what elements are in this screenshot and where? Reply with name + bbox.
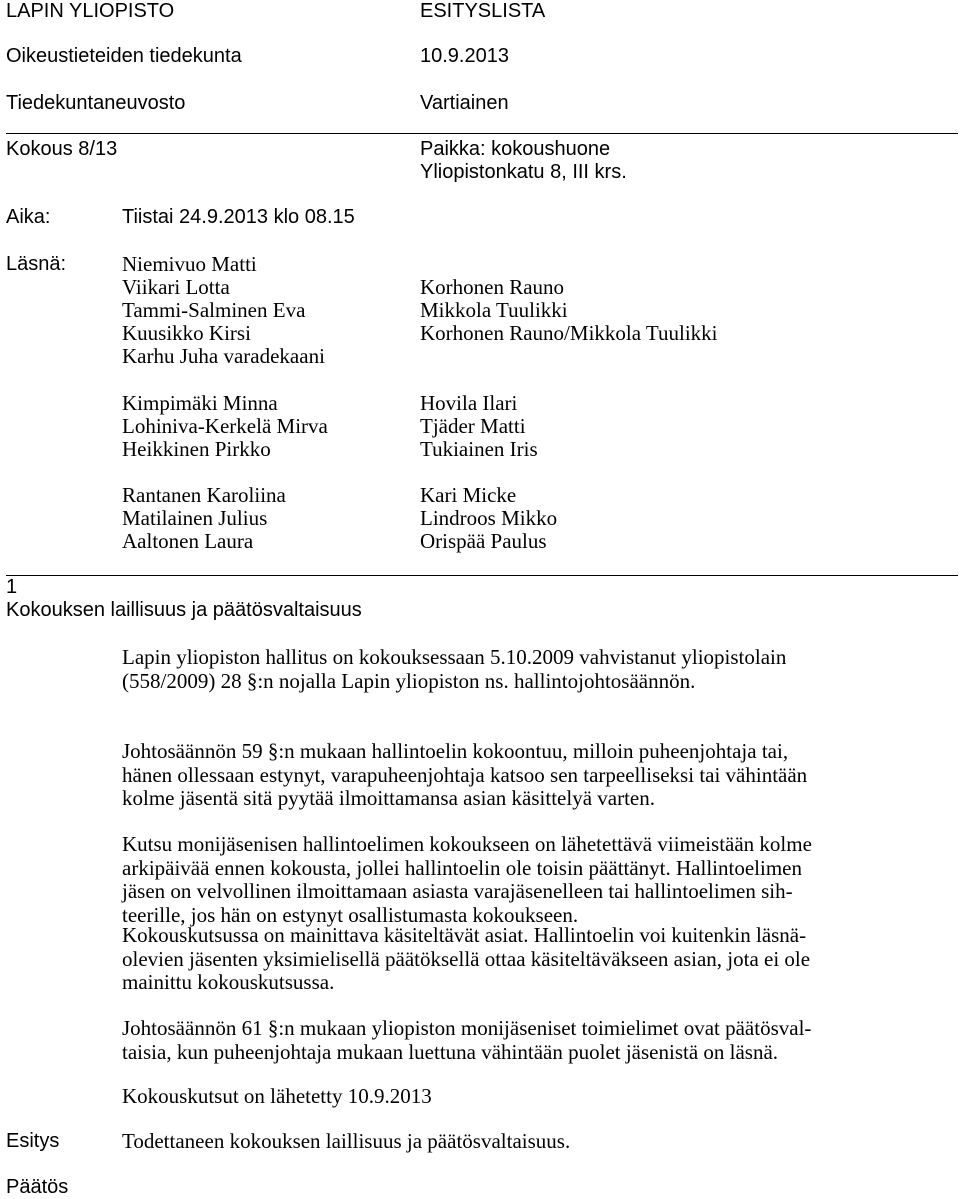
time-value: Tiistai 24.9.2013 klo 08.15 [122, 206, 355, 228]
item-paragraph: Johtosäännön 61 §:n mukaan yliopiston monijäseniset toimielimet ovat päätösval- taisia, kun puheenjohtaja mukaan luettuna vähintään puolet jäsenistä on läsnä. [122, 1016, 812, 1064]
item-paragraph: Lapin yliopiston hallitus on kokouksessaan 5.10.2009 vahvistanut yliopistolain (558/2009) 28 §:n nojalla Lapin yliopiston ns. hallintojohtosäännön. [122, 645, 787, 693]
member-left: Viikari Lotta [122, 275, 230, 299]
member-left: Kuusikko Kirsi [122, 321, 251, 345]
proposal-label: Esitys [6, 1130, 60, 1152]
member-right: Korhonen Rauno/Mikkola Tuulikki [420, 321, 718, 345]
item-paragraph: Kokouskutsussa on mainittava käsiteltävät asiat. Hallintoelin voi kuitenkin läsnä- olevien jäsenten yksimielisellä päätöksellä ottaa käsiteltäväkseen asian, jota ei ole mainittu kokouskutsussa. [122, 923, 811, 994]
meeting-place-line1: Paikka: kokoushuone [420, 138, 611, 160]
member-right: Mikkola Tuulikki [420, 298, 568, 322]
meeting-number: Kokous 8/13 [6, 138, 118, 160]
council-name: Tiedekuntaneuvosto [6, 92, 186, 114]
item-paragraph: Kutsu monijäsenisen hallintoelimen kokoukseen on lähetettävä viimeistään kolme arkipäivää ennen kokousta, jollei hallintoelin ole toisin päättänyt. Hallintoelimen jäsen on velvollinen ilmoittamaan asiasta varajäsenelleen tai hallintoelimen sih- teerille, jos hän on estynyt osallistumasta kokoukseen. [122, 832, 812, 927]
item-paragraph: Kokouskutsut on lähetetty 10.9.2013 [122, 1084, 432, 1108]
time-label: Aika: [6, 206, 51, 228]
member-left: Karhu Juha varadekaani [122, 344, 325, 368]
document-date: 10.9.2013 [420, 45, 509, 67]
member-right: Kari Micke [420, 483, 517, 507]
document-status: Vartiainen [420, 92, 509, 114]
item-number: 1 [6, 576, 18, 598]
decision-label: Päätös [6, 1176, 69, 1198]
proposal-text: Todettaneen kokouksen laillisuus ja päätösvaltaisuus. [122, 1129, 571, 1153]
header-divider [6, 133, 958, 134]
present-label: Läsnä: [6, 253, 67, 275]
member-right: Orispää Paulus [420, 529, 547, 553]
member-left: Kimpimäki Minna [122, 391, 278, 415]
member-left: Rantanen Karoliina [122, 483, 286, 507]
member-left: Matilainen Julius [122, 506, 268, 530]
university-name: LAPIN YLIOPISTO [6, 0, 175, 22]
member-right: Lindroos Mikko [420, 506, 558, 530]
member-right: Tukiainen Iris [420, 437, 538, 461]
item-paragraph: Johtosäännön 59 §:n mukaan hallintoelin kokoontuu, milloin puheenjohtaja tai, hänen ollessaan estynyt, varapuheenjohtaja katsoo sen tarpeelliseksi tai vähintään kolme jäsentä sitä pyytää ilmoittamansa asian käsittelyä varten. [122, 739, 808, 810]
member-left: Aaltonen Laura [122, 529, 254, 553]
member-right: Hovila Ilari [420, 391, 518, 415]
item-divider [6, 575, 958, 576]
member-left: Niemivuo Matti [122, 252, 257, 276]
member-left: Lohiniva-Kerkelä Mirva [122, 414, 328, 438]
member-left: Heikkinen Pirkko [122, 437, 271, 461]
member-right: Korhonen Rauno [420, 275, 565, 299]
member-left: Tammi-Salminen Eva [122, 298, 306, 322]
document-type: ESITYSLISTA [420, 0, 546, 22]
faculty-name: Oikeustieteiden tiedekunta [6, 45, 242, 67]
member-right: Tjäder Matti [420, 414, 526, 438]
item-title: Kokouksen laillisuus ja päätösvaltaisuus [6, 599, 362, 621]
meeting-place-line2: Yliopistonkatu 8, III krs. [420, 161, 627, 183]
